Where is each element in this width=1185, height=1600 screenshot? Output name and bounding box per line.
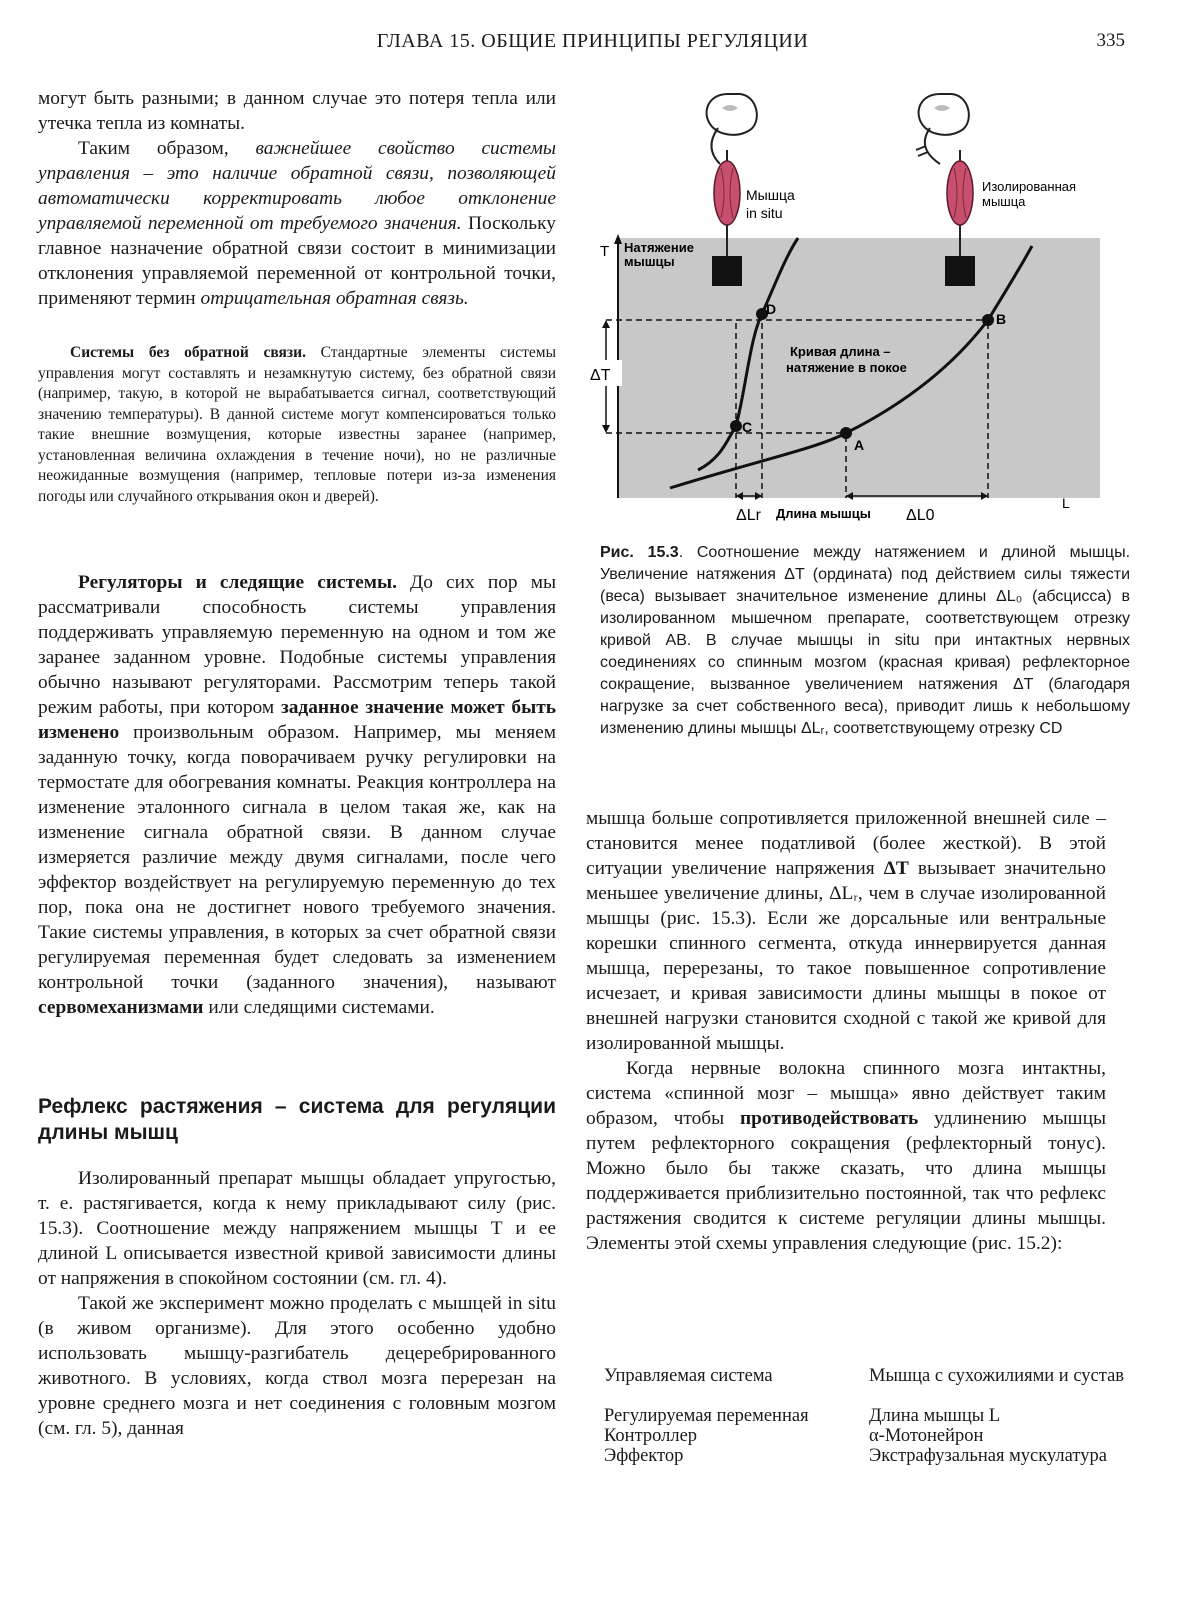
table-cell: Длина мышцы L	[869, 1406, 1001, 1426]
table-cell: Экстрафузальная мускулатура	[869, 1446, 1107, 1466]
caption-label: Рис. 15.3	[600, 544, 679, 561]
paragraph: Изолированный препарат мышцы обладает упругостью, т. е. растягивается, когда к нему прикладывают силу (рис. 15.3). Соотношение между напряжением мышцы T и ее длиной L описывается известной кривой зависимости длины от напряжения в спокойном состоянии (см. гл. 4).	[38, 1168, 556, 1289]
nerve-line	[711, 128, 720, 164]
figure-15-3	[590, 88, 1140, 538]
bold-text: сервомеханизмами	[38, 997, 204, 1018]
text-run: Стандартные элементы системы управления могут составлять и незамкнутую систему, без обратной связи (например, такую, в которой не вырабатывается сигнал, соответствующий значению температуры). В данной системе могут компенсироваться только такие внешние возмущения, которые известны заранее (например, установленная величина охлаждения в течение ночи), но не различные неожиданные возмущения (например, тепловые потери из-за изменения погоды или случайного открывания окон и дверей).	[38, 344, 556, 505]
emphasis-text: важнейшее свойство системы управления – это наличие обратной связи, позволяющей автоматически корректировать любое отклонение управляемой переменной от требуемого значения.	[38, 138, 556, 234]
left-column-lower	[38, 570, 556, 1020]
left-column-bottom	[38, 1166, 556, 1441]
point-label-d: D	[766, 301, 777, 317]
text-run: Поскольку главное назначение обратной связи состоит в минимизации отклонения управляемой переменной от контрольной точки, применяют термин	[38, 213, 556, 309]
spinal-cord-icon	[707, 94, 757, 135]
table-cell: Управляемая система	[604, 1366, 773, 1386]
label-isolated-muscle: Изолированная	[982, 179, 1077, 194]
table-row	[604, 1426, 1144, 1446]
paragraph	[38, 570, 556, 1020]
table-row	[604, 1446, 1144, 1466]
table-cell: Мышца с сухожилиями и сустав	[869, 1366, 1125, 1386]
y-axis-letter: T	[600, 243, 610, 260]
point-b	[982, 314, 994, 326]
table-cell: Эффектор	[604, 1446, 684, 1466]
left-column	[38, 86, 556, 311]
table-row	[604, 1366, 1144, 1386]
delta-l0-label: ΔL0	[906, 507, 935, 524]
run-in-heading: Системы без обратной связи.	[70, 344, 306, 361]
right-column	[586, 806, 1106, 1256]
x-axis-label: Длина мышцы	[776, 506, 871, 521]
note-block	[38, 343, 556, 507]
paragraph	[586, 1056, 1106, 1256]
paragraph	[38, 136, 556, 311]
paragraph	[586, 806, 1106, 1056]
caption-text: . Соотношение между натяжением и длиной мышцы. Увеличение натяжения ΔT (ордината) под действием силы тяжести (веса) вызывает значительное изменение длины ΔL₀ (абсцисса) в изолированном мышечном препарате, соответствующем отрезку кривой AB. В случае мышцы in situ при интактных нервных соединениях со спинным мозгом (красная кривая) рефлекторное сокращение, вызванное увеличением натяжения ΔT (благодаря нагрузке за счет собственного веса), приводит лишь к небольшому изменению длины мышцы ΔLᵣ, соответствующему отрезку CD	[600, 544, 1131, 737]
point-a	[840, 427, 852, 439]
text-run: Таким образом,	[78, 138, 256, 159]
paragraph: Такой же эксперимент можно проделать с мышцей in situ (в живом организме). Для этого особенно удобно использовать мышцу-разгибатель децеребрированного животного. В условиях, когда ствол мозга перерезан на уровне среднего мозга и нет соединения с головным мозгом (см. гл. 5), данная	[38, 1293, 556, 1439]
text-run: вызывает значительно меньшее увеличение длины, ΔLᵣ, чем в случае изолированной мышцы (рис. 15.3). Если же дорсальные или вентральные корешки спинного сегмента, откуда иннервируется данная мышца, перерезаны, то такое повышенное сопротивление исчезает, и кривая зависимости длины мышцы в покое от внешней нагрузки становится сходной с такой же кривой для изолированной мышцы.	[586, 858, 1106, 1054]
cut-mark	[918, 152, 928, 156]
curve-label: Кривая длина –	[790, 344, 891, 359]
section-heading: Рефлекс растяжения – система для регуляции длины мышц	[38, 1095, 556, 1144]
cut-mark	[916, 146, 926, 150]
text-run: или следящими системами.	[203, 997, 435, 1018]
point-label-b: B	[996, 311, 1007, 327]
section-block	[38, 1094, 556, 1146]
text-run: До сих пор мы рассматривали способность системы управления поддерживать управляемую переменную на одном и том же заранее заданном уровне. Подобные системы управления обычно называют регуляторами. Рассмотрим теперь такой режим работы, при котором	[38, 572, 556, 718]
control-elements-table	[604, 1366, 1144, 1466]
label-muscle-in-situ: in situ	[746, 205, 783, 221]
table-cell: α-Мотонейрон	[869, 1426, 984, 1446]
note-paragraph	[38, 343, 556, 507]
text-run: Когда нервные волокна спинного мозга интактны, система «спинной мозг – мышца» явно действует таким образом, чтобы	[586, 1058, 1106, 1129]
x-axis-letter: L	[1062, 495, 1070, 511]
delta-t-label: ΔT	[590, 367, 611, 384]
y-axis-label: мышцы	[624, 254, 675, 269]
spinal-cord-icon	[919, 94, 969, 135]
bold-text: ΔT	[883, 858, 909, 879]
point-label-a: A	[854, 437, 865, 453]
label-muscle-in-situ: Мышца	[746, 187, 795, 203]
bold-text: заданное значение может быть изменено	[38, 697, 556, 743]
run-in-heading: Регуляторы и следящие системы.	[78, 572, 397, 593]
y-axis-label: Натяжение	[624, 240, 694, 255]
delta-lr-label: ΔLr	[736, 507, 761, 524]
muscle-isolated	[945, 150, 975, 286]
paragraph: могут быть разными; в данном случае это потеря тепла или утечка тепла из комнаты.	[38, 88, 556, 134]
bold-text: противодействовать	[739, 1108, 919, 1129]
figure-caption	[600, 542, 1130, 740]
text-run: мышца больше сопротивляется приложенной внешней силе – становится менее податливой (более жесткой). В этой ситуации увеличение напряжения	[586, 808, 1106, 879]
table-row	[604, 1406, 1144, 1426]
table-cell: Регулируемая переменная	[604, 1406, 809, 1426]
text-run: произвольным образом. Например, мы меняем заданную точку, когда поворачиваем ручку регулировки на термостате для обогревания комнаты. Реакция контроллера на изменение эталонного сигнала в целом такая же, как на изменение сигнала обратной связи. В данном случае измеряется различие между двумя сигналами, после чего эффектор воздействует на регулируемую переменную до тех пор, пока она не достигнет нового требуемого значения. Такие системы управления, в которых за счет обратной связи регулируемая переменная будет следовать за изменением контрольной точки (заданного значения), называют	[38, 722, 556, 993]
page-number: 335	[1096, 30, 1125, 51]
point-c	[730, 420, 742, 432]
muscle-in-situ	[712, 150, 742, 286]
emphasis-text: отрицательная обратная связь.	[200, 288, 469, 309]
text-run: удлинению мышцы путем рефлекторного сокращения (рефлекторный тонус). Можно было бы также сказать, что длина мышцы поддерживается приблизительно постоянной, так что рефлекс растяжения сводится к системе регуляции длины мышцы. Элементы этой схемы управления следующие (рис. 15.2):	[586, 1108, 1107, 1254]
running-header: ГЛАВА 15. ОБЩИЕ ПРИНЦИПЫ РЕГУЛЯЦИИ	[376, 30, 809, 52]
curve-label: натяжение в покое	[786, 360, 907, 375]
point-label-c: C	[742, 419, 753, 435]
label-isolated-muscle: мышца	[982, 194, 1026, 209]
table-cell: Контроллер	[604, 1426, 698, 1446]
